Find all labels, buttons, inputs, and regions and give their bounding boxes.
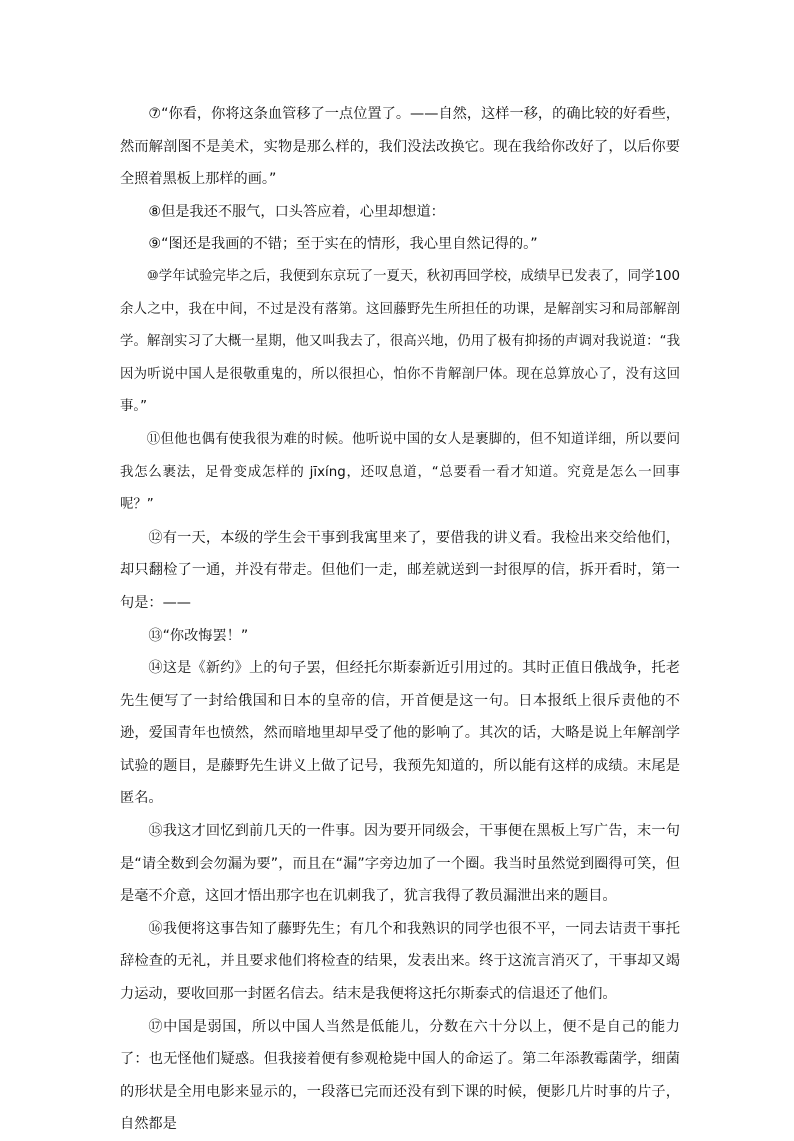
paragraph-17: ⑰中国是弱国，所以中国人当然是低能儿，分数在六十分以上，便不是自己的能力了：也无怪他们疑惑。但我接着便有参观枪毙中国人的命运了。第二年添教霉菌学，细菌的形状是全用电影来显示的，一段落已完而还没有到下课的时候，便影几片时事的片子，自然都是 (120, 1018, 680, 1133)
paragraph-12: ⑫有一天，本级的学生会干事到我寓里来了，要借我的讲义看。我检出来交给他们，却只翻检了一通，并没有带走。但他们一走，邮差就送到一封很厚的信，拆开看时，第一句是：—— (120, 529, 680, 611)
paragraph-11: ⑪但他也偶有使我很为难的时候。他听说中国的女人是裹脚的，但不知道详细，所以要问我怎么裹法，足骨变成怎样的 jīxíng，还叹息道，“总要看一看才知道。究竟是怎么一回事呢？” (120, 431, 680, 513)
paragraph-16: ⑯我便将这事告知了藤野先生；有几个和我熟识的同学也很不平，一同去诘责干事托辞检查的无礼，并且要求他们将检查的结果，发表出来。终于这流言消灭了，干事却又竭力运动，要收回那一封匿名信去。结末是我便将这托尔斯泰式的信退还了他们。 (120, 920, 680, 1003)
article-body (120, 98, 680, 1141)
paragraph-10: ⑩学年试验完毕之后，我便到东京玩了一夏天，秋初再回学校，成绩早已发表了，同学100余人之中，我在中间，不过是没有落第。这回藤野先生所担任的功课，是解剖实习和局部解剖学。解剖实习了大概一星期，他又叫我去了，很高兴地，仍用了极有抑扬的声调对我说道：“我因为听说中国人是很敬重鬼的，所以很担心，怕你不肯解剖尸体。现在总算放心了，没有这回事。” (120, 268, 680, 415)
paragraph-9: ⑨“图还是我画的不错；至于实在的情形，我心里自然记得的。” (148, 236, 538, 253)
paragraph-15: ⑮我这才回忆到前几天的一件事。因为要开同级会，干事便在黑板上写广告，末一句是“请全数到会勿漏为要”，而且在“漏”字旁边加了一个圈。我当时虽然觉到圈得可笑，但是毫不介意，这回才悟出那字也在讥刺我了，犹言我得了教员漏泄出来的题目。 (120, 823, 680, 905)
paragraph-13: ⑬“你改悔罢！” (148, 627, 249, 644)
paragraph-7: ⑦“你看，你将这条血管移了一点位置了。——自然，这样一移，的确比较的好看些，然而解剖图不是美术，实物是那么样的，我们没法改换它。现在我给你改好了，以后你要全照着黑板上那样的画。” (120, 106, 680, 188)
paragraph-8: ⑧但是我还不服气，口头答应着，心里却想道： (148, 203, 445, 220)
paragraph-14: ⑭这是《新约》上的句子罢，但经托尔斯泰新近引用过的。其时正值日俄战争，托老先生便写了一封给俄国和日本的皇帝的信，开首便是这一句。日本报纸上很斥责他的不逊，爱国青年也愤然，然而暗地里却早受了他的影响了。其次的话，大略是说上年解剖学试验的题目，是藤野先生讲义上做了记号，我预先知道的，所以能有这样的成绩。末尾是匿名。 (120, 660, 680, 807)
